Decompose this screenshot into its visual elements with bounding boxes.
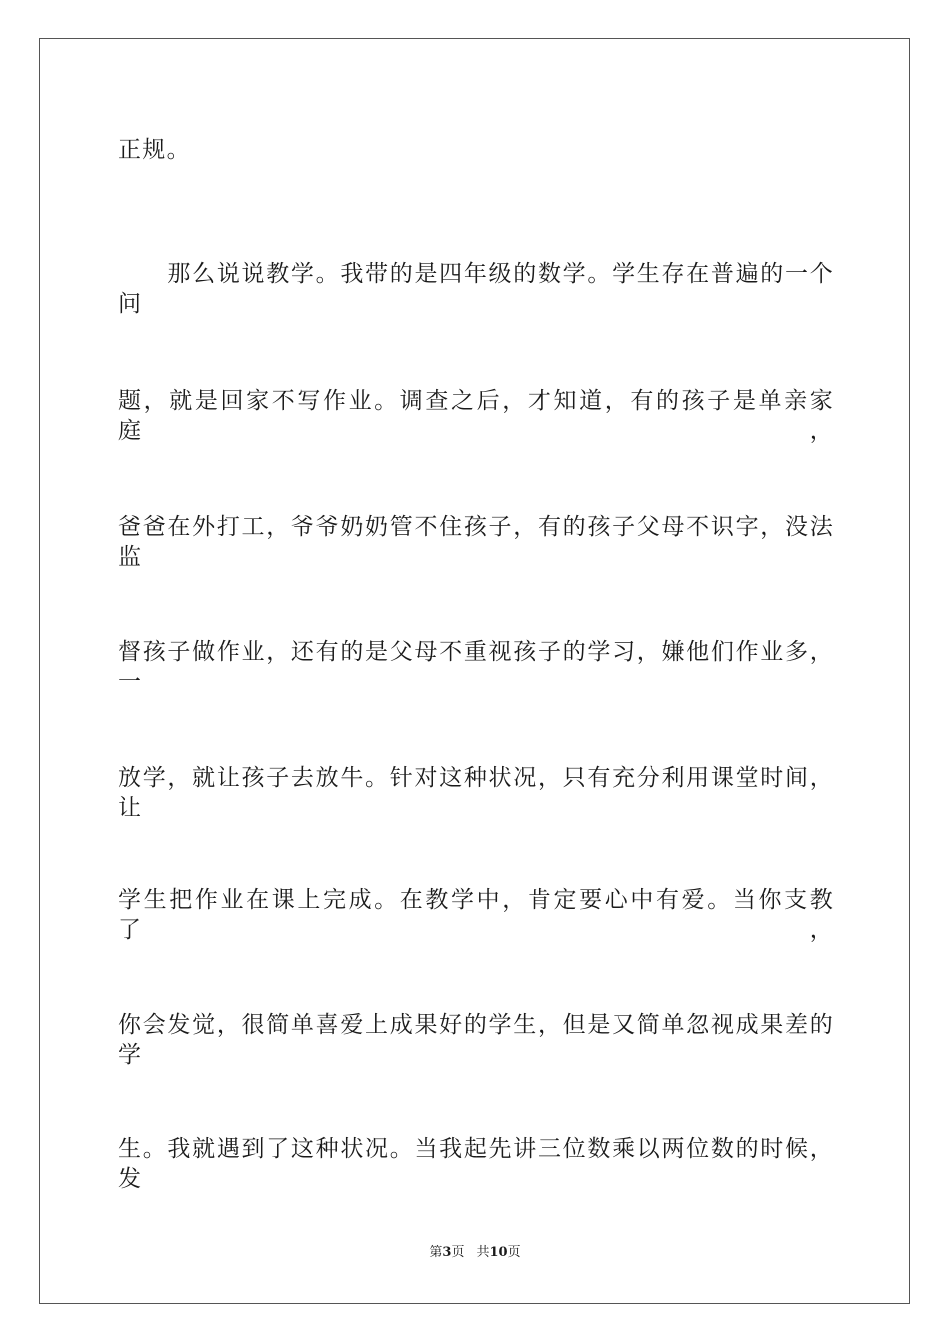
page-total-number: 10 — [489, 1245, 508, 1260]
text-line-5: 督孩子做作业，还有的是父母不重视孩子的学习，嫌他们作业多，一 — [118, 639, 834, 695]
total-unit: 页 — [507, 1245, 521, 1260]
text-line-3: 题，就是回家不写作业。调查之后，才知道，有的孩子是单亲家庭， — [118, 388, 834, 444]
total-prefix: 共 — [476, 1245, 490, 1260]
page-prefix: 第 — [429, 1245, 443, 1260]
text-line-4: 爸爸在外打工，爷爷奶奶管不住孩子，有的孩子父母不识字，没法监 — [118, 514, 834, 570]
text-line-1: 正规。 — [118, 137, 191, 163]
text-line-7: 学生把作业在课上完成。在教学中，肯定要心中有爱。当你支教了， — [118, 887, 834, 943]
text-line-6: 放学，就让孩子去放牛。针对这种状况，只有充分利用课堂时间，让 — [118, 765, 834, 821]
text-line-9: 生。我就遇到了这种状况。当我起先讲三位数乘以两位数的时候，发 — [118, 1136, 834, 1192]
text-line-2: 那么说说教学。我带的是四年级的数学。学生存在普遍的一个问 — [118, 261, 834, 317]
page-unit: 页 — [451, 1245, 465, 1260]
page-footer — [0, 1244, 950, 1262]
page-current-number: 3 — [442, 1245, 452, 1260]
text-line-8: 你会发觉，很简单喜爱上成果好的学生，但是又简单忽视成果差的学 — [118, 1012, 834, 1068]
